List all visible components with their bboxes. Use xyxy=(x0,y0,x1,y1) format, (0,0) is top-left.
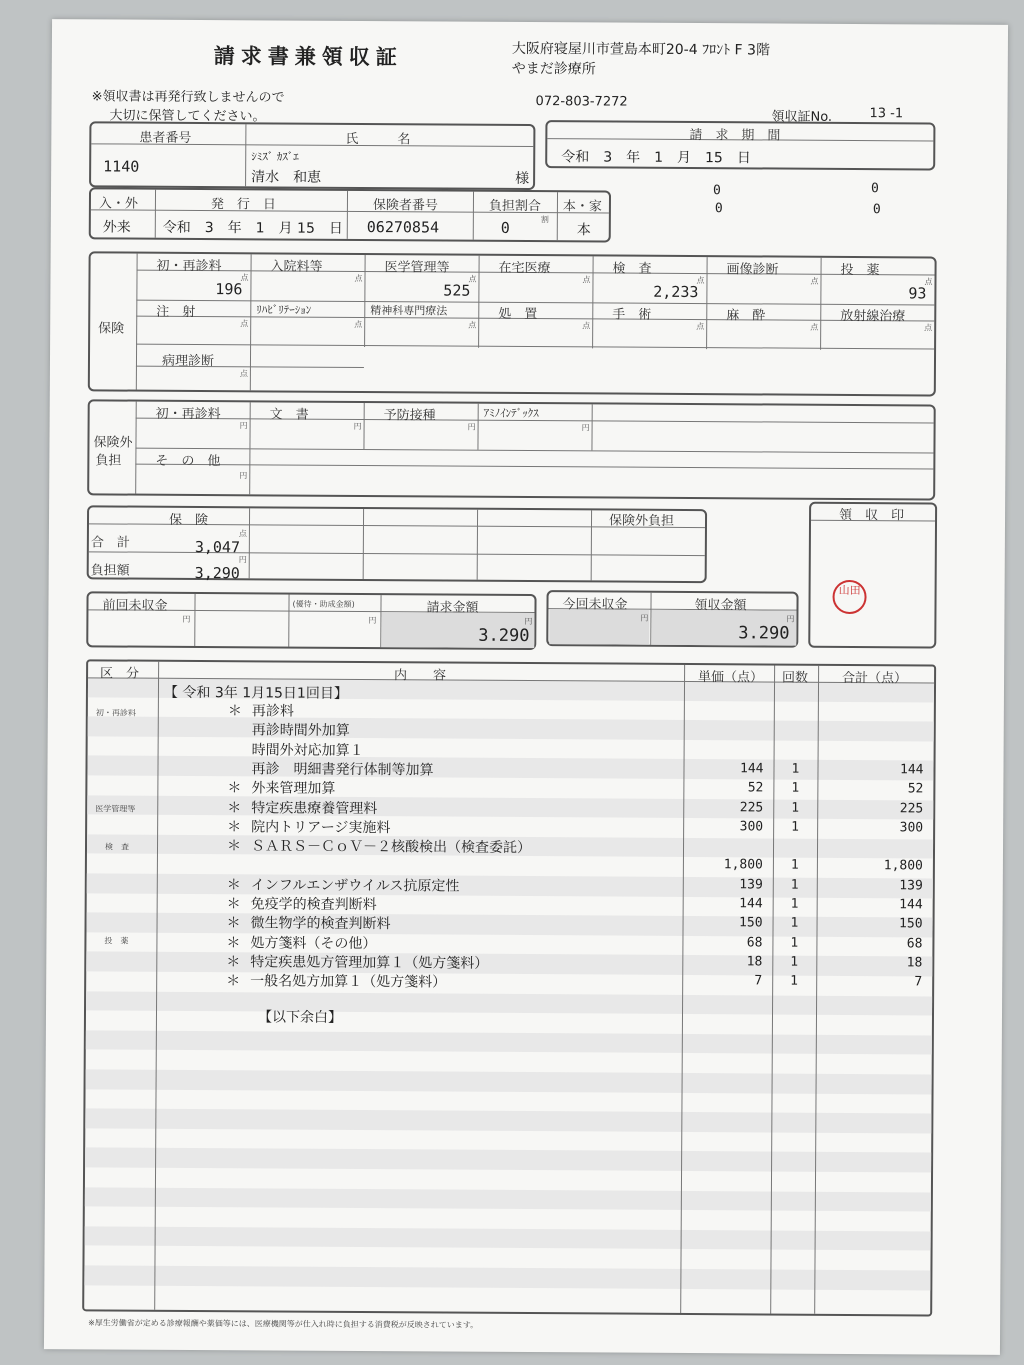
received-value: 3.290 xyxy=(738,623,790,644)
ins2-header-4: 手 術 xyxy=(612,307,652,323)
ins2-header-6: 放射線治療 xyxy=(840,308,906,325)
prev-unpaid-label: 前回未収金 xyxy=(102,598,168,614)
honorific: 様 xyxy=(515,170,530,188)
row-mark: ＊ xyxy=(226,973,241,990)
clinic-address: 大阪府寝屋川市萱島本町20-4 ﾌﾛﾝﾄ F 3階 xyxy=(511,40,771,59)
row-stripe xyxy=(86,991,932,1016)
row-mark: ＊ xyxy=(226,838,242,855)
row-stripe xyxy=(85,1226,931,1251)
row-price: 150 xyxy=(739,915,763,931)
discount-unit: 円 xyxy=(368,616,377,626)
ins2-unit-0: 点 xyxy=(240,319,249,329)
total-unit: 点 xyxy=(238,529,247,539)
row-times: 1 xyxy=(790,973,799,989)
row-mark: ＊ xyxy=(226,896,241,913)
detail-table xyxy=(82,659,936,1316)
row-content: 外来管理加算 xyxy=(251,780,336,798)
period-zero-3: 0 xyxy=(714,201,723,217)
total-label: 合 計 xyxy=(90,535,130,551)
invoice-unit: 円 xyxy=(524,616,533,627)
row-mark: ＊ xyxy=(226,954,241,971)
row-price: 7 xyxy=(754,973,763,989)
uninsured-other-unit: 円 xyxy=(239,471,248,481)
row-total: 139 xyxy=(899,877,923,894)
unins-header-3: ｱﾐﾉｲﾝﾃﾞｯｸｽ xyxy=(483,406,539,421)
row-mark: ＊ xyxy=(226,915,241,932)
row-times: 1 xyxy=(791,800,800,816)
end-line: 【以下余白】 xyxy=(257,1009,343,1026)
ins1-unit-3: 点 xyxy=(582,275,591,285)
row-content: 再診料 xyxy=(251,703,294,720)
ratio-label: 負担割合 xyxy=(488,198,541,215)
uninsured-section xyxy=(87,399,936,500)
row-content: ＳＡＲＳ－ＣｏＶ－２核酸検出（検査委託） xyxy=(250,838,532,857)
ins2-unit-5: 点 xyxy=(810,322,819,332)
prev-unpaid-unit: 円 xyxy=(182,614,191,624)
row-stripe xyxy=(85,1109,931,1134)
row-total: 144 xyxy=(899,897,923,913)
received-label: 領収金額 xyxy=(694,598,747,614)
total-value: 3,047 xyxy=(194,537,241,557)
burden-unit: 円 xyxy=(238,555,247,565)
period-zero-1: 0 xyxy=(712,183,721,199)
burden-value: 3,290 xyxy=(194,563,240,583)
unins-unit-3: 円 xyxy=(581,423,590,433)
ins2-header-5: 麻 酔 xyxy=(726,308,766,324)
ins1-unit-2: 点 xyxy=(468,274,477,284)
row-mark: ＊ xyxy=(227,780,242,797)
ins1-header-2: 医学管理等 xyxy=(384,260,450,276)
row-content: 一般名処方加算１（処方箋料） xyxy=(250,973,447,991)
unins-unit-2: 円 xyxy=(467,422,476,432)
ins1-value-0: 196 xyxy=(215,280,243,299)
patient-kana: ｼﾐｽﾞ ｶｽﾞｴ xyxy=(251,150,299,164)
patient-box xyxy=(89,121,535,190)
row-content: 特定疾患処方管理加算１（処方箋料） xyxy=(250,954,489,972)
row-price: 139 xyxy=(739,876,763,893)
row-total: 1,800 xyxy=(883,858,923,874)
visit-box xyxy=(89,187,611,242)
row-total: 225 xyxy=(899,800,924,816)
issue-date: 令和 3 年 1 月 15 日 xyxy=(162,219,343,237)
row-times: 1 xyxy=(791,761,800,777)
ratio-value: 0 xyxy=(500,218,510,237)
ins2-unit-6: 点 xyxy=(924,323,933,333)
ins1-value-6: 93 xyxy=(908,284,927,303)
period-zero-4: 0 xyxy=(872,202,881,218)
row-total: 18 xyxy=(906,955,923,971)
current-unpaid-label: 今回未収金 xyxy=(562,597,628,613)
row-total: 300 xyxy=(899,820,924,836)
clinic-name: やまだ診療所 xyxy=(511,60,596,78)
row-times: 1 xyxy=(790,915,799,931)
row-price: 18 xyxy=(746,954,763,970)
row-stripe xyxy=(85,1148,931,1173)
row-times: 1 xyxy=(790,935,799,951)
ins2-header-0: 注 射 xyxy=(156,304,196,320)
unins-header-2: 予防接種 xyxy=(383,408,436,424)
row-price: 144 xyxy=(739,761,764,777)
period-value: 令和 3 年 1 月 15 日 xyxy=(561,149,751,167)
patient-number: 1140 xyxy=(103,157,140,176)
col-content: 内 容 xyxy=(394,668,447,684)
inout-label: 入・外 xyxy=(98,196,139,212)
patient-name: 清水 和恵 xyxy=(251,169,322,186)
row-mark: ＊ xyxy=(226,876,241,893)
ins1-unit-1: 点 xyxy=(354,273,363,283)
honke-value: 本 xyxy=(576,222,591,239)
totals-box xyxy=(87,505,707,583)
row-mark: ＊ xyxy=(227,703,242,720)
notice-line1: ※領収書は再発行致しませんので xyxy=(91,89,285,106)
row-price: 1,800 xyxy=(723,857,763,873)
totals-outside-label: 保険外負担 xyxy=(608,513,675,529)
row-total: 150 xyxy=(899,916,923,932)
unins-unit-0: 円 xyxy=(239,421,248,431)
ins1-header-0: 初・再診料 xyxy=(156,258,222,275)
row-times: 1 xyxy=(791,819,800,835)
document-title: 請求書兼領収証 xyxy=(213,44,403,70)
row-total: 7 xyxy=(914,974,923,990)
invoice-value: 3.290 xyxy=(478,625,530,647)
billing-period-box xyxy=(545,120,935,170)
period-label: 請 求 期 間 xyxy=(689,127,781,144)
ratio-unit: 割 xyxy=(540,215,549,225)
ins1-unit-6: 点 xyxy=(924,277,933,287)
row-times: 1 xyxy=(790,858,799,874)
uninsured-label-2: 負担 xyxy=(95,453,122,469)
ins1-value-4: 2,233 xyxy=(653,282,699,302)
inout-value: 外来 xyxy=(102,219,131,236)
receipt-no-label: 領収証No. xyxy=(771,109,833,125)
row-total: 52 xyxy=(907,781,924,797)
row-times: 1 xyxy=(790,877,799,893)
ins1-header-3: 在宅医療 xyxy=(498,260,551,277)
honke-label: 本・家 xyxy=(562,199,602,215)
invoice-label: 請求金額 xyxy=(426,600,479,616)
row-price: 52 xyxy=(747,780,764,796)
notice-line2: 大切に保管してください。 xyxy=(109,108,266,125)
category-igaku: 医学管理等 xyxy=(95,804,136,814)
row-content: 特定疾患療養管理料 xyxy=(251,799,378,817)
burden-label: 負担額 xyxy=(90,563,130,579)
patient-name-label: 氏 名 xyxy=(345,131,411,148)
totals-insurance-label: 保 険 xyxy=(168,512,209,529)
col-kubun: 区 分 xyxy=(100,666,140,682)
row-times: 1 xyxy=(791,780,800,796)
discount-label: (優待・助成金額) xyxy=(292,599,355,609)
ins2-header-1: ﾘﾊﾋﾞﾘﾃｰｼｮﾝ xyxy=(256,303,312,317)
row-times: 1 xyxy=(790,954,799,970)
row-content: 微生物学的検査判断料 xyxy=(250,915,391,933)
col-times: 回数 xyxy=(782,670,809,686)
row-price: 300 xyxy=(739,819,764,835)
ins1-header-6: 投 薬 xyxy=(840,262,880,279)
issue-date-label: 発 行 日 xyxy=(210,197,277,213)
stamp-label: 領 収 印 xyxy=(839,507,905,524)
ins1-header-1: 入院料等 xyxy=(270,259,323,275)
ins1-header-5: 画像診断 xyxy=(726,262,779,278)
pathology-label: 病理診断 xyxy=(161,353,215,370)
uninsured-label-1: 保険外 xyxy=(93,435,133,451)
billing-box xyxy=(86,591,536,650)
ins1-unit-0: 点 xyxy=(240,273,249,283)
clinic-phone: 072-803-7272 xyxy=(535,94,628,110)
category-shoshin: 初・再診料 xyxy=(95,708,136,718)
row-content: 院内トリアージ実施料 xyxy=(251,819,391,836)
ins2-unit-1: 点 xyxy=(354,319,363,329)
ins1-header-4: 検 査 xyxy=(612,261,652,277)
row-stripe xyxy=(84,1265,930,1290)
visit-date-line: 【 令和 3年 1月15日1回目】 xyxy=(163,684,348,702)
row-content: 再診時間外加算 xyxy=(251,722,350,740)
row-total: 144 xyxy=(899,762,924,778)
receipt-paper xyxy=(44,19,1008,1355)
row-stripe xyxy=(85,1187,931,1212)
patient-number-label: 患者番号 xyxy=(139,130,192,146)
insurance-section-label: 保険 xyxy=(98,321,125,337)
category-kensa: 検 査 xyxy=(104,842,130,852)
row-content: 時間外対応加算１ xyxy=(251,741,364,759)
row-stripe xyxy=(86,1069,932,1094)
category-touyaku: 投 薬 xyxy=(104,936,129,946)
ins1-value-2: 525 xyxy=(443,281,471,300)
unins-unit-1: 円 xyxy=(353,421,362,431)
ins2-header-3: 処 置 xyxy=(498,306,538,323)
insurer-label: 保険者番号 xyxy=(372,198,438,214)
row-mark: ＊ xyxy=(227,818,242,836)
insurance-section xyxy=(88,251,937,396)
period-zero-2: 0 xyxy=(871,181,879,197)
unins-header-1: 文 書 xyxy=(269,407,309,423)
row-content: インフルエンザウイルス抗原定性 xyxy=(250,877,460,895)
row-price: 144 xyxy=(739,896,763,912)
row-total: 68 xyxy=(906,935,923,952)
row-price: 68 xyxy=(746,934,763,951)
received-unit: 円 xyxy=(786,614,795,624)
col-price: 単価（点） xyxy=(698,670,764,686)
ins2-unit-2: 点 xyxy=(468,320,477,330)
stamp-box xyxy=(808,502,937,649)
row-mark: ＊ xyxy=(226,934,241,951)
ins2-header-2: 精神科専門療法 xyxy=(370,304,448,318)
current-unpaid-unit: 円 xyxy=(640,613,649,623)
row-times: 1 xyxy=(790,896,799,912)
ins2-unit-4: 点 xyxy=(696,322,705,332)
uninsured-other-label: そ の 他 xyxy=(155,453,221,470)
pathology-unit: 点 xyxy=(239,369,248,379)
row-price: 225 xyxy=(739,799,764,815)
receipt-no: 13 -1 xyxy=(869,106,904,122)
unins-header-0: 初・再診料 xyxy=(155,406,221,423)
row-content: 免疫学的検査判断料 xyxy=(250,896,377,914)
ins2-unit-3: 点 xyxy=(582,321,591,331)
insurer-number: 06270854 xyxy=(366,218,440,237)
col-total: 合計（点） xyxy=(842,670,908,687)
row-content: 処方箋料（その他） xyxy=(250,934,377,952)
row-content: 再診 明細書発行体制等加算 xyxy=(251,761,434,779)
ins1-unit-5: 点 xyxy=(810,276,819,286)
row-mark: ＊ xyxy=(227,799,242,816)
footer-note: ※厚生労働省が定める診療報酬や薬価等には、医療機関等が仕入れ時に負担する消費税が反映されています。 xyxy=(88,1318,479,1330)
receipt-seal-stamp: 山田 xyxy=(832,580,866,614)
ins1-unit-4: 点 xyxy=(696,276,705,286)
received-box xyxy=(546,590,798,648)
row-stripe xyxy=(86,1030,932,1055)
